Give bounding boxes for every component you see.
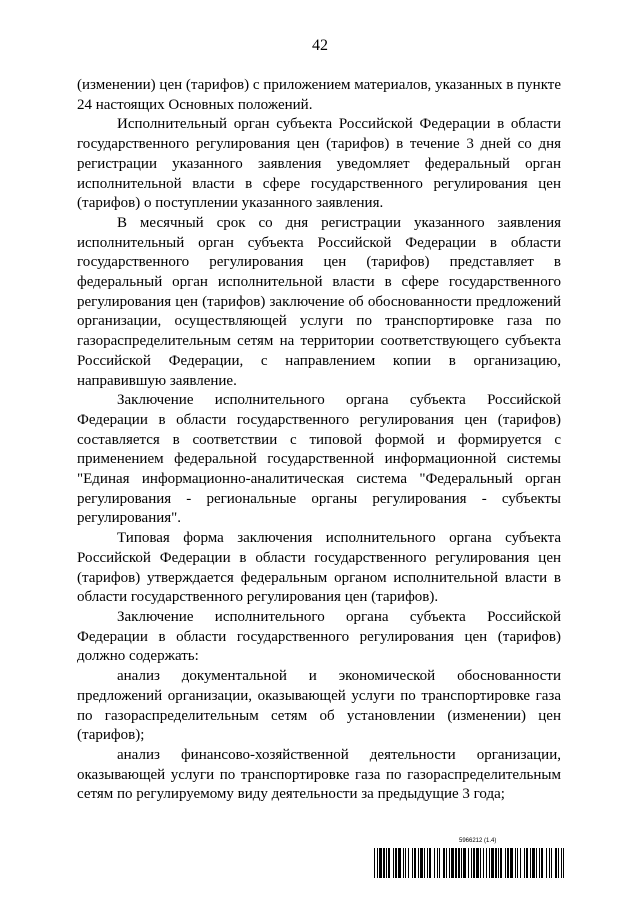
- page-number: 42: [312, 37, 328, 54]
- paragraph: Типовая форма заключения исполнительного органа субъекта Российской Федерации в области государственного регулирования цен (тарифов) утверждается федеральным органом исполнительной власти в области государственного регулирования цен (тарифов).: [77, 530, 561, 606]
- barcode-icon: [374, 848, 564, 878]
- document-body: [77, 76, 561, 805]
- paragraph: Заключение исполнительного органа субъекта Российской Федерации в области государственного регулирования цен (тарифов) составляется в соответствии с типовой формой и формируется с применением федеральной государственной информационной системы "Единая информационно-аналитическая система "Федеральный орган регулирования - региональные органы регулирования - субъекты регулирования".: [77, 392, 561, 527]
- paragraph: (изменении) цен (тарифов) с приложением материалов, указанных в пункте 24 настоящих Основных положений.: [77, 77, 561, 113]
- paragraph: Исполнительный орган субъекта Российской Федерации в области государственного регулирования цен (тарифов) в течение 3 дней со дня регистрации указанного заявления уведомляет федеральный орган исполнительной власти в сфере государственного регулирования цен (тарифов) о поступлении указанного заявления.: [77, 116, 561, 212]
- document-code: 5966212 (1.4): [459, 838, 497, 844]
- paragraph: анализ финансово-хозяйственной деятельности организации, оказывающей услуги по транспортировке газа по газораспределительным сетям по регулируемому виду деятельности за предыдущие 3 года;: [77, 746, 561, 803]
- paragraph: анализ документальной и экономической обоснованности предложений организации, оказывающей услуги по транспортировке газа по газораспределительным сетям об установлении (изменении) цен (тарифов);: [77, 668, 561, 744]
- paragraph: В месячный срок со дня регистрации указанного заявления исполнительный орган субъекта Российской Федерации в области государственного регулирования цен (тарифов) представляет в федеральный орган исполнительной власти в сфере государственного регулирования цен (тарифов) заключение об обоснованности предложений организации, осуществляющей услуги по транспортировке газа по газораспределительным сетям на территории соответствующего субъекта Российской Федерации, с направлением копии в организацию, направившую заявление.: [77, 214, 561, 389]
- paragraph: Заключение исполнительного органа субъекта Российской Федерации в области государственного регулирования цен (тарифов) должно содержать:: [77, 608, 561, 665]
- document-footer: [374, 837, 564, 878]
